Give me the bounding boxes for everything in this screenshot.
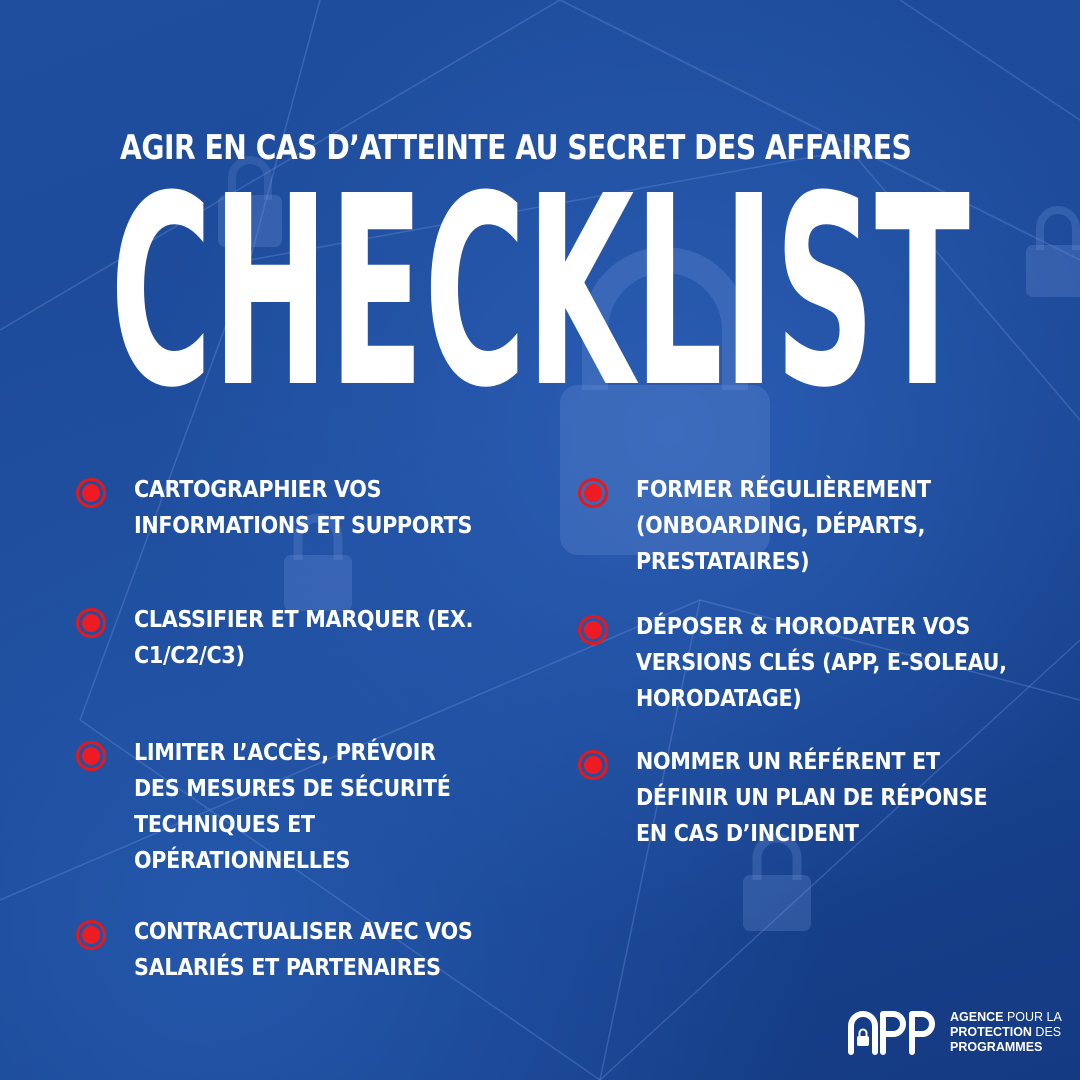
list-item	[578, 472, 931, 580]
list-item	[76, 735, 451, 879]
title-text: CHECKLIST	[110, 168, 970, 398]
list-item	[76, 602, 473, 674]
app-logo-mark	[846, 1008, 942, 1056]
target-bullet-icon	[578, 615, 608, 645]
subtitle: AGIR EN CAS D’ATTEINTE AU SECRET DES AFFAIRES	[120, 128, 912, 168]
page-title	[110, 168, 980, 398]
target-bullet-icon	[76, 741, 106, 771]
list-item-label: NOMMER UN RÉFÉRENT ET DÉFINIR UN PLAN DE RÉPONSE EN CAS D’INCIDENT	[636, 749, 988, 847]
target-bullet-icon	[76, 608, 106, 638]
list-item-label: CONTRACTUALISER AVEC VOS SALARIÉS ET PARTENAIRES	[134, 919, 473, 981]
target-bullet-icon	[578, 478, 608, 508]
app-logo-text: AGENCE POUR LA PROTECTION DES PROGRAMMES	[950, 1009, 1062, 1054]
list-item-label: FORMER RÉGULIÈREMENT (ONBOARDING, DÉPARTS, PRESTATAIRES)	[636, 477, 931, 575]
list-item	[76, 914, 473, 986]
app-logo	[846, 1004, 1076, 1060]
list-item-label: CARTOGRAPHIER VOS INFORMATIONS ET SUPPORTS	[134, 477, 473, 539]
list-item-label: DÉPOSER & HORODATER VOS VERSIONS CLÉS (APP, E-SOLEAU, HORODATAGE)	[636, 614, 1007, 712]
list-item	[578, 609, 1007, 717]
list-item-label: LIMITER L’ACCÈS, PRÉVOIR DES MESURES DE SÉCURITÉ TECHNIQUES ET OPÉRATIONNELLES	[134, 740, 451, 874]
list-item	[76, 472, 472, 544]
padlock-icon	[1026, 210, 1080, 297]
target-bullet-icon	[578, 750, 608, 780]
list-item-label: CLASSIFIER ET MARQUER (EX. C1/C2/C3)	[134, 607, 474, 669]
list-item	[578, 744, 987, 852]
target-bullet-icon	[76, 478, 106, 508]
target-bullet-icon	[76, 920, 106, 950]
